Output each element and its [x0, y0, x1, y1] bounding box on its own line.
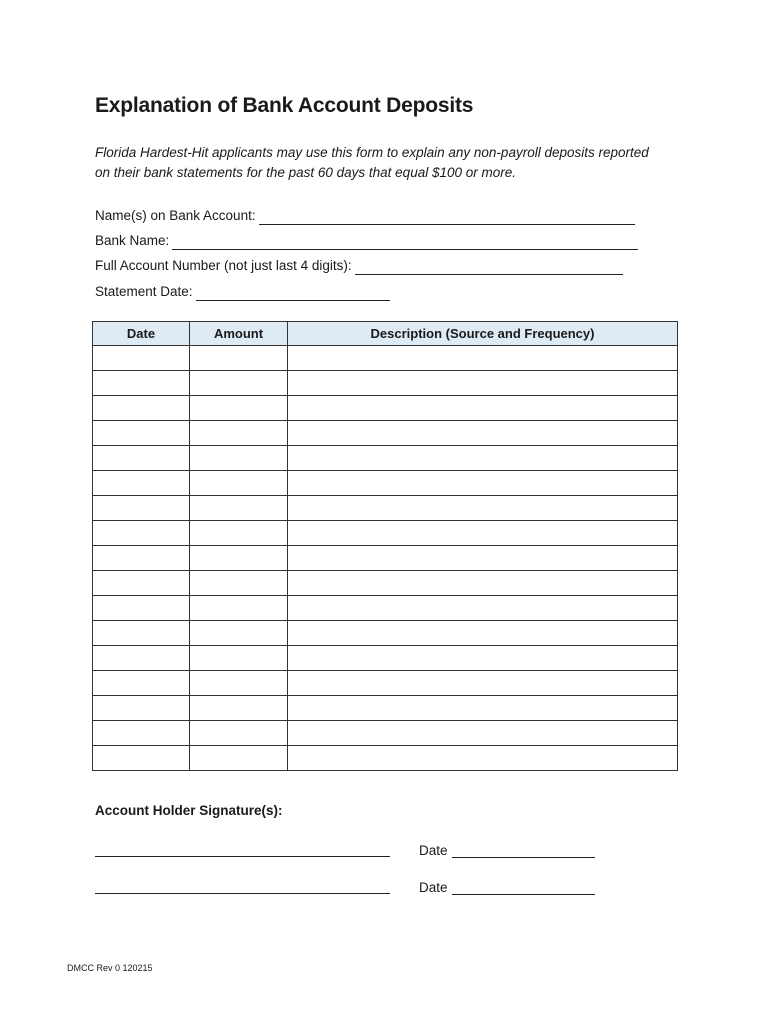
date-cell[interactable]: [93, 396, 190, 421]
table-row: [93, 671, 678, 696]
table-row: [93, 446, 678, 471]
table-row: [93, 721, 678, 746]
description-cell[interactable]: [288, 696, 678, 721]
amount-cell[interactable]: [190, 646, 288, 671]
signature-date-field-1: [419, 840, 595, 858]
amount-cell[interactable]: [190, 621, 288, 646]
names-on-account-input-line[interactable]: [259, 210, 635, 225]
table-row: [93, 746, 678, 771]
table-row: [93, 696, 678, 721]
table-row: [93, 496, 678, 521]
names-on-account-label: Name(s) on Bank Account:: [95, 208, 256, 223]
statement-date-field: [95, 283, 390, 301]
date-cell[interactable]: [93, 346, 190, 371]
revision-footer: DMCC Rev 0 120215: [67, 963, 153, 973]
amount-cell[interactable]: [190, 521, 288, 546]
instructions-line-1: Florida Hardest-Hit applicants may use this form to explain any non-payroll deposits reported: [95, 145, 649, 160]
description-cell[interactable]: [288, 471, 678, 496]
signature-line-1[interactable]: [95, 856, 390, 857]
amount-cell[interactable]: [190, 746, 288, 771]
date-column-header: Date: [93, 322, 190, 346]
signature-date-label-2: Date: [419, 880, 448, 895]
amount-cell[interactable]: [190, 371, 288, 396]
form-instructions: [95, 143, 695, 183]
date-cell[interactable]: [93, 646, 190, 671]
date-cell[interactable]: [93, 471, 190, 496]
amount-cell[interactable]: [190, 446, 288, 471]
amount-cell[interactable]: [190, 496, 288, 521]
date-cell[interactable]: [93, 571, 190, 596]
table-row: [93, 596, 678, 621]
date-cell[interactable]: [93, 546, 190, 571]
description-cell[interactable]: [288, 346, 678, 371]
signature-label: Account Holder Signature(s):: [95, 803, 283, 818]
date-cell[interactable]: [93, 446, 190, 471]
date-cell[interactable]: [93, 746, 190, 771]
description-cell[interactable]: [288, 446, 678, 471]
deposits-table: [92, 321, 678, 771]
statement-date-label: Statement Date:: [95, 284, 193, 299]
amount-cell[interactable]: [190, 396, 288, 421]
table-row: [93, 396, 678, 421]
description-cell[interactable]: [288, 646, 678, 671]
signature-date-input-line-2[interactable]: [452, 880, 595, 895]
names-on-account-field: [95, 207, 635, 225]
description-cell[interactable]: [288, 421, 678, 446]
signature-date-label-1: Date: [419, 843, 448, 858]
date-cell[interactable]: [93, 596, 190, 621]
date-cell[interactable]: [93, 371, 190, 396]
date-cell[interactable]: [93, 496, 190, 521]
description-column-header: Description (Source and Frequency): [288, 322, 678, 346]
deposits-table-body: [93, 346, 678, 771]
description-cell[interactable]: [288, 396, 678, 421]
account-number-input-line[interactable]: [355, 260, 623, 275]
table-row: [93, 471, 678, 496]
account-number-label: Full Account Number (not just last 4 digits):: [95, 258, 352, 273]
bank-name-field: [95, 232, 638, 250]
description-cell[interactable]: [288, 546, 678, 571]
table-row: [93, 421, 678, 446]
date-cell[interactable]: [93, 721, 190, 746]
date-cell[interactable]: [93, 671, 190, 696]
table-row: [93, 371, 678, 396]
amount-cell[interactable]: [190, 671, 288, 696]
signature-line-2[interactable]: [95, 893, 390, 894]
amount-cell[interactable]: [190, 721, 288, 746]
description-cell[interactable]: [288, 721, 678, 746]
form-title: Explanation of Bank Account Deposits: [95, 94, 474, 117]
description-cell[interactable]: [288, 496, 678, 521]
description-cell[interactable]: [288, 571, 678, 596]
description-cell[interactable]: [288, 596, 678, 621]
description-cell[interactable]: [288, 621, 678, 646]
date-cell[interactable]: [93, 696, 190, 721]
table-row: [93, 621, 678, 646]
amount-cell[interactable]: [190, 471, 288, 496]
amount-cell[interactable]: [190, 571, 288, 596]
bank-name-label: Bank Name:: [95, 233, 170, 248]
date-cell[interactable]: [93, 421, 190, 446]
signature-date-field-2: [419, 877, 595, 895]
table-row: [93, 646, 678, 671]
table-row: [93, 571, 678, 596]
bank-name-input-line[interactable]: [172, 235, 638, 250]
amount-cell[interactable]: [190, 346, 288, 371]
table-row: [93, 546, 678, 571]
date-cell[interactable]: [93, 521, 190, 546]
table-row: [93, 346, 678, 371]
description-cell[interactable]: [288, 671, 678, 696]
amount-cell[interactable]: [190, 596, 288, 621]
table-row: [93, 521, 678, 546]
table-header-row: [93, 322, 678, 346]
amount-cell[interactable]: [190, 546, 288, 571]
amount-cell[interactable]: [190, 696, 288, 721]
amount-cell[interactable]: [190, 421, 288, 446]
instructions-line-2: on their bank statements for the past 60 days that equal $100 or more.: [95, 165, 517, 180]
description-cell[interactable]: [288, 371, 678, 396]
amount-column-header: Amount: [190, 322, 288, 346]
date-cell[interactable]: [93, 621, 190, 646]
account-number-field: [95, 257, 623, 275]
description-cell[interactable]: [288, 521, 678, 546]
statement-date-input-line[interactable]: [196, 286, 390, 301]
signature-date-input-line-1[interactable]: [452, 843, 595, 858]
description-cell[interactable]: [288, 746, 678, 771]
